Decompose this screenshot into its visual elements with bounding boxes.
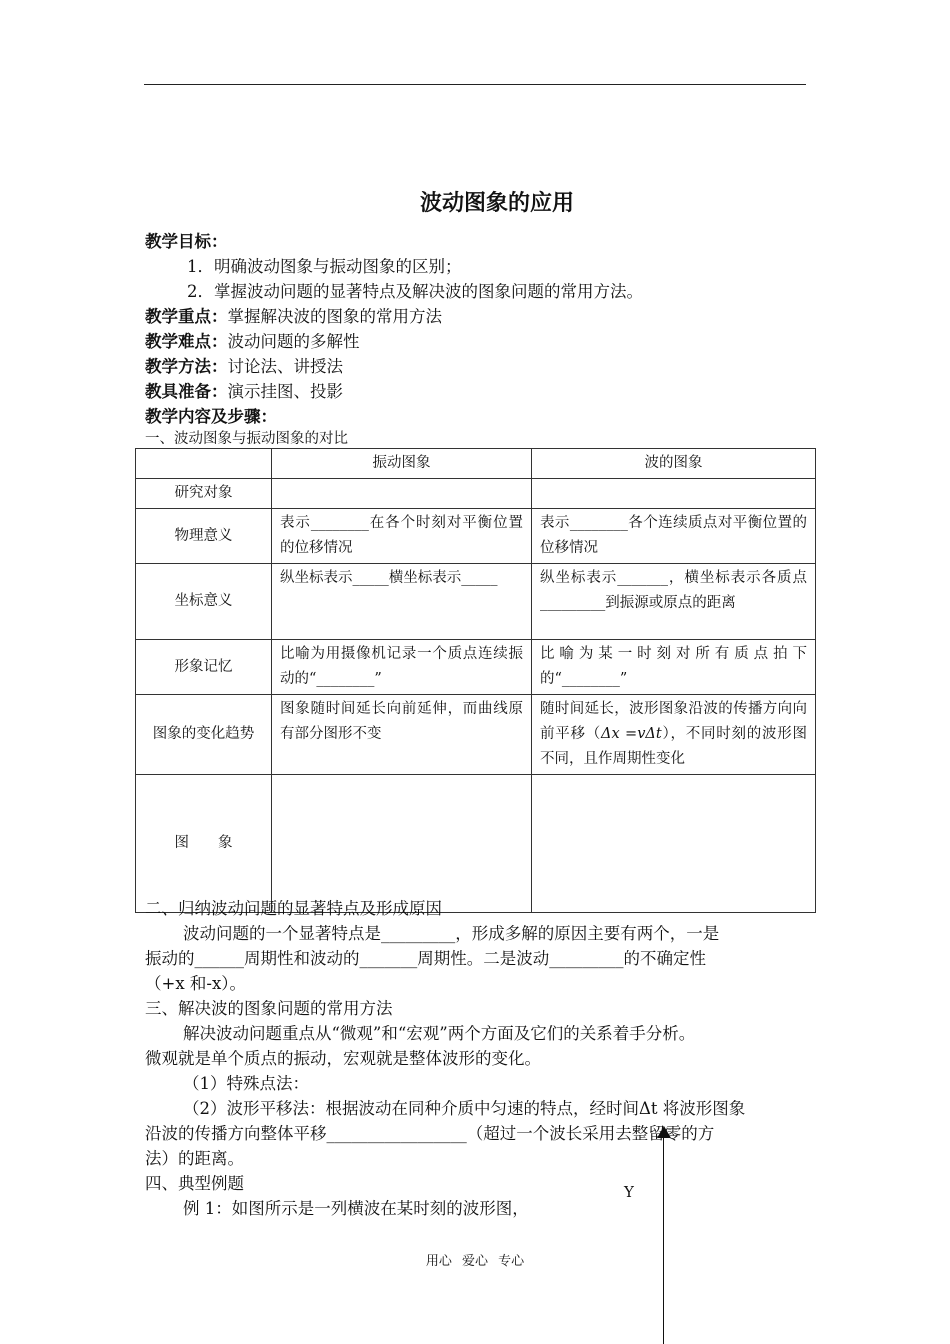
col-header-vibration: 振动图象: [272, 449, 532, 479]
cell-wave: 纵坐标表示_______，横坐标表示各质点_________到振源或原点的距离: [532, 564, 816, 640]
col-header-wave: 波的图象: [532, 449, 816, 479]
table-row: [136, 564, 816, 640]
table-row: [136, 479, 816, 509]
table-header-row: [136, 449, 816, 479]
tools-label: 教具准备：: [145, 382, 228, 401]
method-2-line-2: 沿波的传播方向整体平移_________________（超过一个波长采用去整留零的方: [145, 1124, 715, 1143]
section-3-heading: 三、解决波的图象问题的常用方法: [145, 999, 393, 1018]
para-3-line-1: 解决波动问题重点从“微观”和“宏观”两个方面及它们的关系着手分析。: [183, 1024, 696, 1043]
row-label: 图 象: [136, 775, 272, 913]
method-2-line-3: 法）的距离。: [145, 1149, 244, 1168]
goals-heading: 教学目标：: [145, 232, 228, 251]
cell-vibration: 表示________在各个时刻对平衡位置的位移情况: [272, 509, 532, 564]
method-line: [145, 353, 343, 377]
cell-vibration: 纵坐标表示_____横坐标表示_____: [272, 564, 532, 640]
page-footer: 用心 爱心 专心: [425, 1254, 525, 1269]
cell-wave: [532, 479, 816, 509]
method-text: 讨论法、讲授法: [227, 357, 343, 376]
trend-text-pre: 随时间延长，波形图象沿波的传播方向向前平移（: [540, 701, 807, 742]
cell-vibration-graph: [272, 775, 532, 913]
row-label: 研究对象: [136, 479, 272, 509]
difficulty-text: 波动问题的多解性: [227, 332, 360, 351]
row-label: 坐标意义: [136, 564, 272, 640]
row-label: 形象记忆: [136, 640, 272, 695]
table-row: [136, 509, 816, 564]
page-title: 波动图象的应用: [419, 191, 574, 216]
table-row: [136, 695, 816, 775]
para-2-line-1: 波动问题的一个显著特点是_________，形成多解的原因主要有两个，一是: [183, 924, 720, 943]
difficulty-label: 教学难点：: [145, 332, 228, 351]
cell-vibration: 图象随时间延长向前延伸，而曲线原有部分图形不变: [272, 695, 532, 775]
tools-text: 演示挂图、投影: [227, 382, 343, 401]
focus-label: 教学重点：: [145, 307, 228, 326]
y-axis-arrow-icon: [657, 1126, 671, 1138]
focus-text: 掌握解决波的图象的常用方法: [227, 307, 442, 326]
para-2-line-2: 振动的______周期性和波动的_______周期性。二是波动_________的不确定性: [145, 949, 706, 968]
comparison-table: [135, 448, 816, 913]
para-3-line-2: 微观就是单个质点的振动，宏观就是整体波形的变化。: [145, 1049, 541, 1068]
table-row: [136, 640, 816, 695]
goal-item-1: 1．明确波动图象与振动图象的区别；: [187, 257, 462, 276]
cell-vibration: [272, 479, 532, 509]
cell-wave: 表示________各个连续质点对平衡位置的位移情况: [532, 509, 816, 564]
table-corner-cell: [136, 449, 272, 479]
section-4-heading: 四、典型例题: [145, 1174, 244, 1193]
y-axis-label: Y: [624, 1183, 634, 1201]
content-heading: 教学内容及步骤：: [145, 407, 277, 426]
row-label: 物理意义: [136, 509, 272, 564]
goal-item-2: 2．掌握波动问题的显著特点及解决波的图象问题的常用方法。: [187, 282, 643, 301]
y-axis-line: [663, 1134, 664, 1344]
method-1: （1）特殊点法：: [183, 1074, 309, 1093]
tools-line: [145, 378, 343, 402]
difficulty-line: [145, 328, 360, 352]
section-1-heading: 一、波动图象与振动图象的对比: [145, 431, 348, 447]
cell-wave-graph: [532, 775, 816, 913]
method-2-line-1: （2）波形平移法：根据波动在同种介质中匀速的特点，经时间Δt 将波形图象: [183, 1099, 746, 1118]
para-2-line-3: （+x 和-x）。: [145, 974, 247, 993]
row-label: 图象的变化趋势: [136, 695, 272, 775]
header-rule: [144, 84, 806, 85]
method-label: 教学方法：: [145, 357, 228, 376]
cell-wave: [532, 695, 816, 775]
example-1-text: 例 1：如图所示是一列横波在某时刻的波形图，: [183, 1199, 529, 1218]
trend-text-post: ），不同时刻的波形图不同，且作周期性变化: [540, 726, 807, 767]
cell-wave: 比喻为某一时刻对所有质点拍下的“________”: [532, 640, 816, 695]
cell-vibration: 比喻为用摄像机记录一个质点连续振动的“________”: [272, 640, 532, 695]
shift-formula: Δx =vΔt: [601, 726, 662, 742]
section-2-heading: 二、归纳波动问题的显著特点及形成原因: [145, 899, 442, 918]
focus-line: [145, 303, 442, 327]
table-row: [136, 775, 816, 913]
